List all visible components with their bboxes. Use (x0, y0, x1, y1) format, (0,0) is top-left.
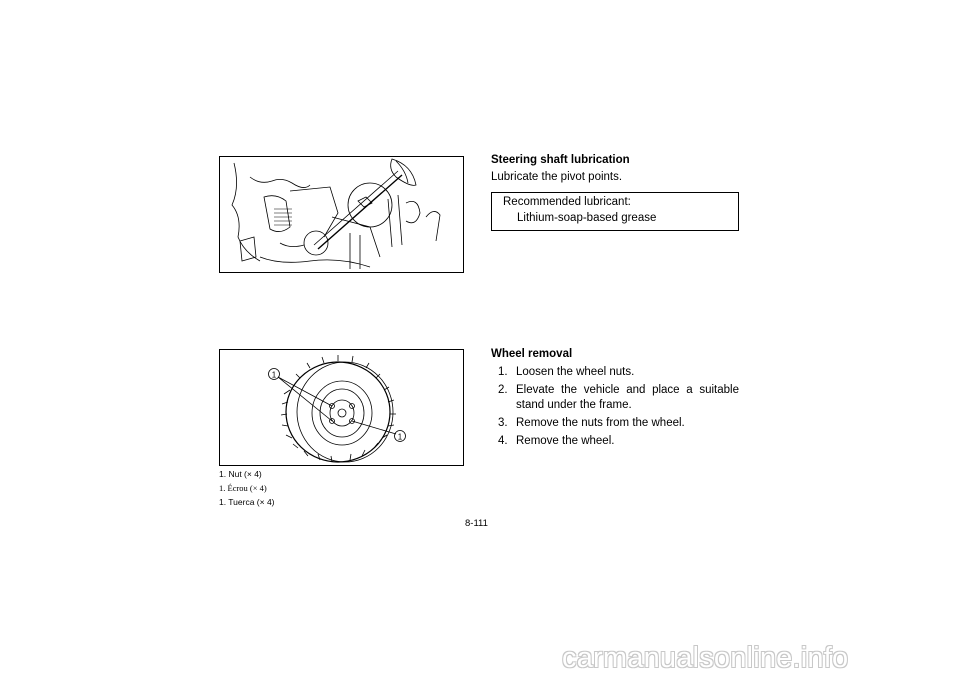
step-text: Remove the wheel. (516, 434, 615, 447)
step-number: 2. (498, 384, 508, 396)
caption-french: 1. Écrou (× 4) (219, 483, 267, 493)
step-text: Loosen the wheel nuts. (516, 366, 635, 378)
watermark: carmanualsonline.info (562, 642, 849, 674)
list-item (491, 434, 739, 449)
wheel-steps-list (491, 365, 739, 452)
wheel-heading: Wheel removal (491, 348, 573, 360)
lubricant-label: Recommended lubricant: (503, 196, 631, 208)
step-number: 4. (498, 434, 508, 447)
caption-spanish: 1. Tuerca (× 4) (219, 497, 275, 507)
steering-shaft-drawing (220, 157, 463, 272)
steering-heading: Steering shaft lubrication (491, 154, 630, 166)
callout-label: 1 (271, 370, 277, 380)
step-text: Elevate the vehicle and place a suitable stand under the frame. (516, 384, 739, 411)
lubricant-box (491, 192, 739, 231)
wheel-figure (219, 349, 464, 466)
step-number: 3. (498, 416, 508, 429)
step-number: 1. (498, 366, 508, 378)
callout-label: 1 (397, 432, 403, 442)
page-number: 8-111 (465, 518, 488, 529)
step-text: Remove the nuts from the wheel. (516, 416, 685, 429)
steering-shaft-figure (219, 156, 464, 273)
steering-body: Lubricate the pivot points. (491, 171, 623, 183)
wheel-drawing (220, 350, 463, 465)
lubricant-value: Lithium-soap-based grease (517, 212, 657, 224)
caption-english: 1. Nut (× 4) (219, 469, 262, 479)
list-item (491, 383, 739, 412)
list-item (491, 416, 739, 431)
list-item (491, 365, 739, 380)
